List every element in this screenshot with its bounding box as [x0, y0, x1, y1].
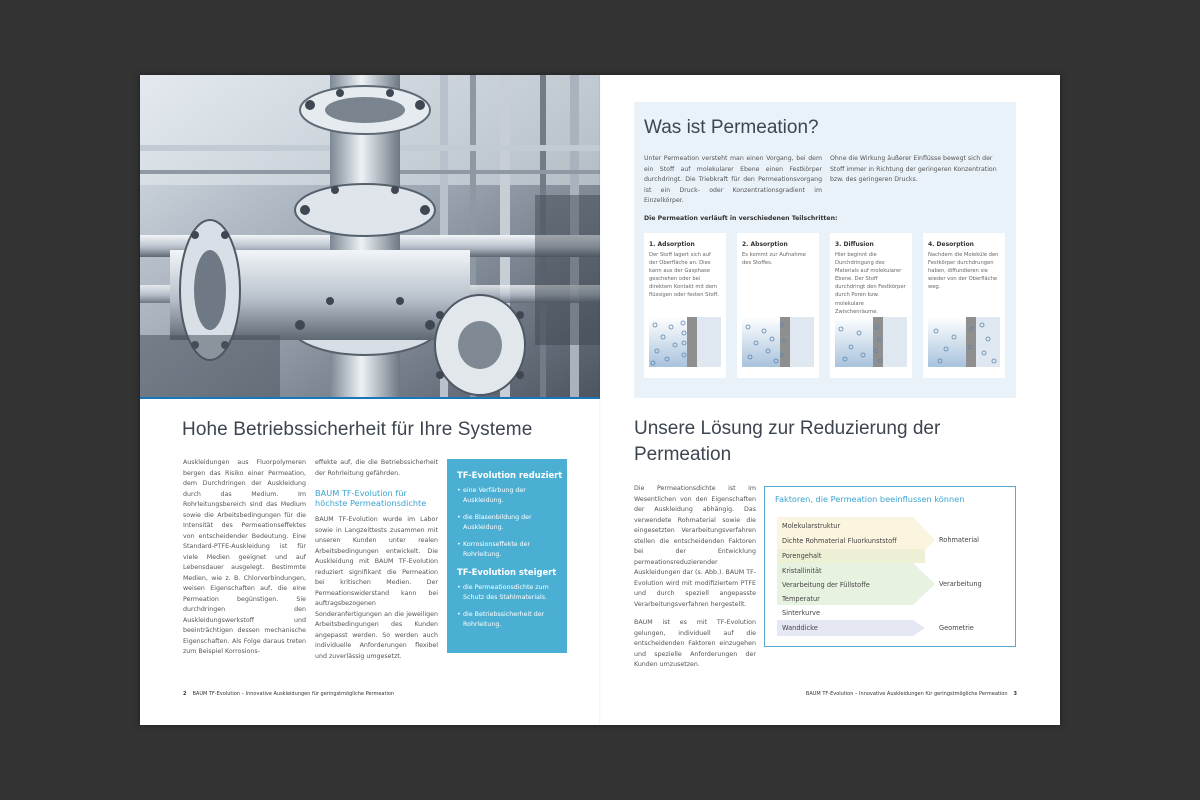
permeation-title: Was ist Permeation? [644, 117, 819, 138]
increases-heading: TF-Evolution steigert [457, 567, 557, 577]
permeation-info-box [634, 102, 1016, 398]
step-text: Hier beginnt die Durchdringung des Materials auf molekularer Ebene. Der Stoff durchdringt den Festkörper durch Poren bzw. molekulare Zwischenräume. [835, 252, 906, 315]
left-page [140, 75, 600, 725]
permeation-text-2: Ohne die Wirkung äußerer Einflüsse bewegt sich der Stoff immer in Richtung der geringeren Konzentration bzw. des geringeren Drucks. [830, 155, 997, 183]
factors-box [764, 486, 1016, 647]
factor-item: Sinterkurve [782, 609, 821, 617]
step-title: 3. Diffusion [835, 241, 874, 248]
col2-subhead: BAUM TF-Evolution für höchste Permeationsdichte [315, 488, 427, 508]
adsorption-diagram [649, 317, 721, 367]
list-item: • die Blasenbildung der Auskleidung. [457, 513, 559, 532]
footer-text: BAUM TF-Evolution – Innovative Auskleidungen für geringstmögliche Permeation [192, 691, 395, 697]
tf-evolution-box [447, 459, 567, 653]
factor-item: Temperatur [782, 595, 820, 603]
factors-title: Faktoren, die Permeation beeinflussen können [775, 494, 965, 504]
step-card-absorption [737, 233, 819, 378]
category-geometrie: Geometrie [939, 624, 974, 632]
reduces-heading: TF-Evolution reduziert [457, 470, 563, 480]
list-item: • die Permeationsdichte zum Schutz des Stahlmaterials. [457, 583, 559, 602]
category-rohmaterial: Rohmaterial [939, 536, 980, 544]
step-card-desorption [923, 233, 1005, 378]
footer-text: BAUM TF-Evolution – Innovative Auskleidungen für geringstmögliche Permeation [805, 691, 1008, 697]
list-item: • Korrosionseffekte der Rohrleitung. [457, 540, 559, 559]
solution-heading: Unsere Lösung zur Reduzierung der Permeation [634, 418, 941, 465]
solution-text-2: BAUM ist es mit TF-Evolution gelungen, individuell auf die entscheidenden Faktoren einzugehen und spezielle Anforderungen der Kunden umzusetzen. [634, 619, 756, 668]
desorption-diagram [928, 317, 1000, 367]
right-text-column [634, 484, 756, 671]
step-card-diffusion [830, 233, 912, 378]
category-verarbeitung: Verarbeitung [939, 580, 982, 588]
page-number: 3 [1013, 691, 1017, 697]
step-card-adsorption [644, 233, 726, 378]
left-column-1: Auskleidungen aus Fluorpolymeren bergen das Risiko einer Permeation, dem Durchdringen der Auskleidung durch das Medium. Im Rohrleitungsbereich sind das Medium sowie die Arbeitsbedingungen für die Intensität des Permeationseffektes von entscheidender Bedeutung. Eine Standard-PTFE-Auskleidung ist für viele Medien geeignet und auf Lebensdauer ausgelegt. Bestimmte Medien, wie z. B. Chlorverbindungen, weisen Eigenschaften auf, die eine Permeation begünstigen. Sie durchdringen den Auskleidungswerkstoff und beeinträchtigen dessen mechanische Eigenschaften. Als Folge daraus treten zum Beispiel Korrosions- [183, 459, 306, 655]
left-heading: Hohe Betriebssicherheit für Ihre Systeme [182, 419, 533, 440]
left-footer [183, 691, 394, 697]
step-title: 4. Desorption [928, 241, 974, 248]
industrial-pipes-photo [140, 75, 600, 398]
list-item: • die Betriebssicherheit der Rohrleitung. [457, 610, 559, 629]
list-item: • eine Verfärbung der Auskleidung. [457, 486, 559, 505]
left-column-2 [315, 458, 438, 662]
factor-item: Verarbeitung der Füllstoffe [782, 581, 870, 589]
steps-heading: Die Permeation verläuft in verschiedenen Teilschritten: [644, 215, 838, 222]
increases-list [447, 583, 567, 629]
solution-text-1: Die Permeationsdichte ist im Wesentlichen von den Eigenschaften der Auskleidung abhängig. Das verwendete Rohmaterial sowie die eingesetzten Verarbeitungsverfahren stellen die entscheidenden Faktoren bei der Entwicklung permeationsreduzierender Auskleidungen dar (s. Abb.). BAUM TF-Evolution wird mit modifiziertem PTFE und durch speziell angepasste Verarbeitungsverfahren hergestellt. [634, 485, 756, 608]
photo-underline [140, 397, 600, 399]
factor-item: Kristallinität [782, 567, 822, 575]
right-page [600, 75, 1060, 725]
absorption-diagram [742, 317, 814, 367]
step-text: Es kommt zur Aufnahme des Stoffes. [742, 252, 806, 267]
factor-item: Wanddicke [782, 624, 818, 632]
page-number: 2 [183, 691, 187, 697]
diffusion-diagram [835, 317, 907, 367]
factor-item: Dichte Rohmaterial Fluorkunststoff [782, 537, 897, 545]
factor-item: Porengehalt [777, 549, 925, 563]
brochure-spread [140, 75, 1060, 725]
col2-body: BAUM TF-Evolution wurde im Labor sowie in Langzeittests zusammen mit unseren Kunden unter realen Arbeitsbedingungen entwickelt. Die Auskleidung mit BAUM TF-Evolution reduziert signifikant die Permeation bei kritischen Medien. Der Permeationswiderstand kann bei auftragsbezogenen Sonderanfertigungen an die jeweiligen Arbeitsbedingungen des Kunden angepasst werden. So werden auch individuelle Anforderungen flexibel und zuverlässig umgesetzt. [315, 516, 438, 660]
col2-intro: effekte auf, die die Betriebssicherheit der Rohrleitung gefährden. [315, 459, 438, 477]
reduces-list [447, 486, 567, 559]
permeation-text-1: Unter Permeation versteht man einen Vorgang, bei dem ein Stoff auf molekularer Ebene einen Festkörper durchdringt. Die Triebkraft für den Permeationsvorgang ist ein Druck- oder Konzentrationsgradient im Einzelkörper. [644, 155, 822, 204]
right-footer [806, 691, 1017, 697]
step-text: Der Stoff lagert sich auf der Oberfläche an. Dies kann aus der Gasphase geschehen oder bei direktem Kontakt mit dem flüssigen oder festen Stoff. [649, 252, 719, 299]
step-title: 1. Adsorption [649, 241, 695, 248]
factor-item: Molekularstruktur [782, 522, 841, 530]
step-text: Nachdem die Moleküle den Festkörper durchdrungen haben, diffundieren sie wieder von der Oberfläche weg. [928, 252, 999, 291]
step-title: 2. Absorption [742, 241, 788, 248]
